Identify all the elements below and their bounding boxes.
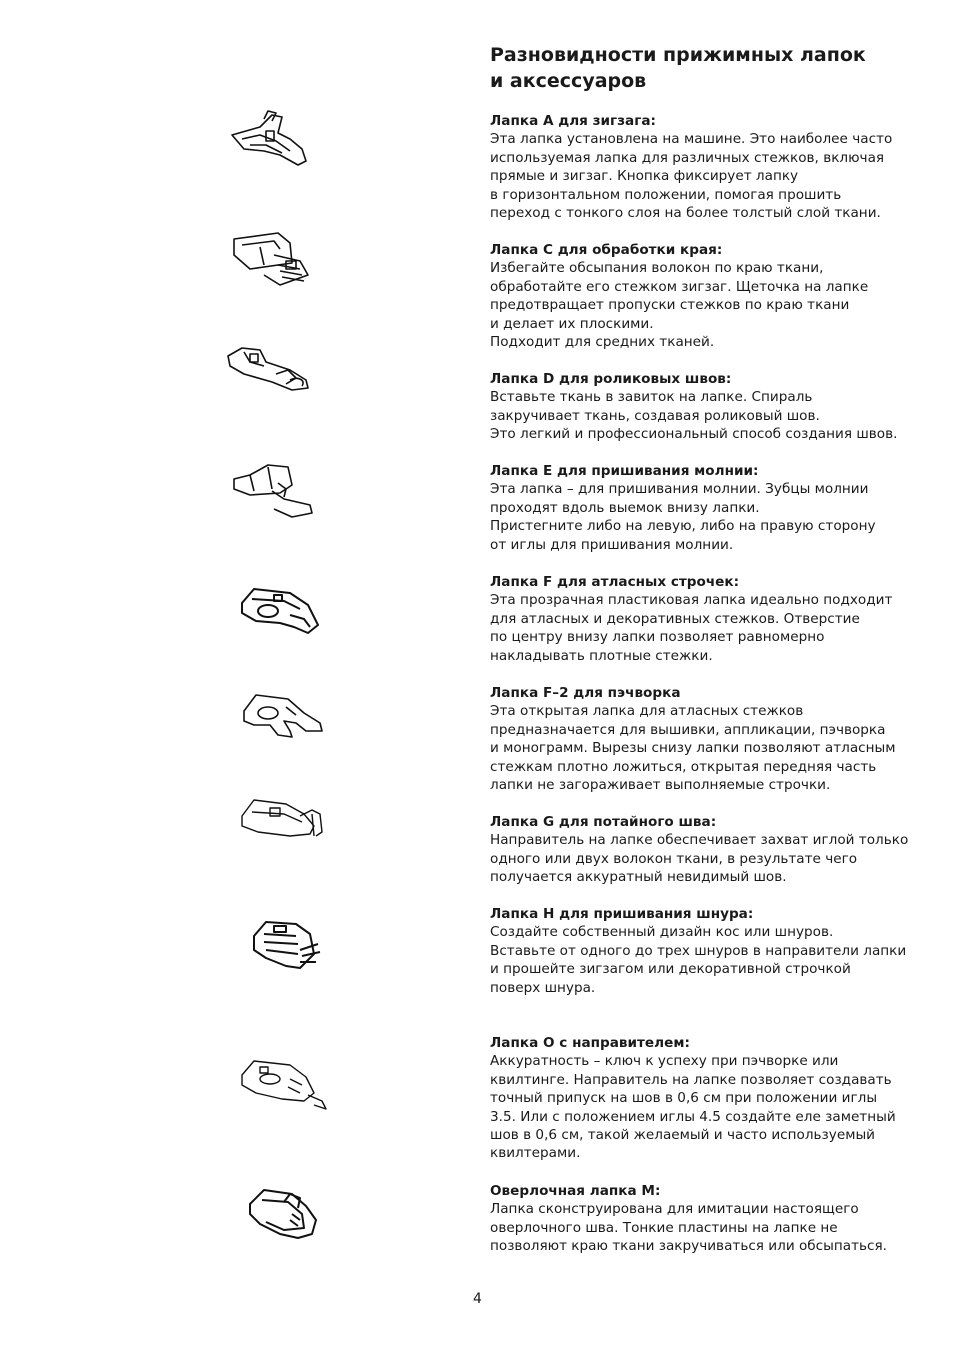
section-heading: Лапка G для потайного шва: [490, 814, 717, 830]
section-overcasting-foot [490, 241, 930, 351]
section-line: прямые и зигзаг. Кнопка фиксирует лапку [490, 168, 799, 185]
section-line: Избегайте обсыпания волокон по краю ткани, [490, 260, 824, 277]
section-line: позволяют краю ткани закручиваться или обсыпаться. [490, 1238, 888, 1255]
section-line: точный припуск на шов в 0,6 см при положении иглы [490, 1090, 878, 1107]
section-zigzag-foot [490, 112, 930, 222]
section-heading: Лапка F для атласных строчек: [490, 574, 740, 590]
section-heading: Лапка E для пришивания молнии: [490, 463, 759, 479]
cording-foot-icon [240, 910, 410, 1010]
quarter-inch-foot-icon [230, 1045, 400, 1145]
section-line: Эта открытая лапка для атласных стежков [490, 703, 804, 720]
section-line: Создайте собственный дизайн кос или шнуров. [490, 924, 834, 941]
section-rolled-hem-foot [490, 370, 930, 444]
section-line: получается аккуратный невидимый шов. [490, 869, 787, 886]
section-heading: Оверлочная лапка M: [490, 1183, 661, 1199]
section-heading: Лапка H для пришивания шнура: [490, 906, 754, 922]
section-line: закручивает ткань, создавая роликовый шов. [490, 407, 820, 424]
section-line: Эта лапка установлена на машине. Это наиболее часто [490, 131, 893, 148]
section-line: и делает их плоскими. [490, 315, 654, 332]
title-line-2: и аксессуаров [490, 70, 647, 92]
section-line: от иглы для пришивания молнии. [490, 536, 734, 553]
section-line: предотвращает пропуски стежков по краю ткани [490, 297, 850, 314]
section-patchwork-foot [490, 684, 930, 794]
zigzag-foot-icon [220, 105, 390, 205]
section-line: квилтерами. [490, 1145, 581, 1162]
section-heading: Лапка A для зигзага: [490, 113, 656, 129]
section-line: оверлочного шва. Тонкие пластины на лапке не [490, 1219, 838, 1236]
section-zipper-foot [490, 462, 930, 554]
section-quarter-inch-foot [490, 1034, 930, 1163]
section-line: Вставьте ткань в завиток на лапке. Спираль [490, 389, 813, 406]
section-line: накладывать плотные стежки. [490, 647, 713, 664]
section-line: обработайте его стежком зигзаг. Щеточка на лапке [490, 278, 869, 295]
section-line: предназначается для вышивки, аппликации, пэчворка [490, 721, 886, 738]
section-line: шов в 0,6 см, такой желаемый и часто используемый [490, 1127, 876, 1144]
overlock-foot-icon [240, 1180, 410, 1280]
section-overlock-foot [490, 1182, 930, 1256]
section-line: лапки не загораживает выполняемые строчки. [490, 777, 831, 794]
patchwork-foot-icon [230, 685, 400, 785]
satin-stitch-foot-icon [230, 575, 400, 675]
overcasting-foot-icon [220, 225, 390, 325]
section-line: для атласных и декоративных стежков. Отверстие [490, 610, 860, 627]
section-line: Подходит для средних тканей. [490, 334, 715, 351]
section-line: квилтинге. Направитель на лапке позволяет создавать [490, 1071, 892, 1088]
section-line: Лапка сконструирована для имитации настоящего [490, 1201, 859, 1218]
section-satin-stitch-foot [490, 573, 930, 665]
section-line: проходят вдоль выемок внизу лапки. [490, 499, 760, 516]
section-heading: Лапка F–2 для пэчворка [490, 685, 681, 701]
section-line: используемая лапка для различных стежков, включая [490, 149, 885, 166]
section-cording-foot [490, 905, 930, 997]
title-line-1: Разновидности прижимных лапок [490, 44, 866, 66]
section-blind-hem-foot [490, 813, 930, 887]
section-heading: Лапка D для роликовых швов: [490, 371, 732, 387]
blind-hem-foot-icon [230, 790, 400, 890]
section-line: по центру внизу лапки позволяет равномерно [490, 629, 825, 646]
page-number: 4 [473, 1291, 482, 1307]
section-line: в горизонтальном положении, помогая прошить [490, 186, 842, 203]
section-heading: Лапка C для обработки края: [490, 242, 723, 258]
section-line: и монограмм. Вырезы снизу лапки позволяют атласным [490, 740, 896, 757]
section-line: переход с тонкого слоя на более толстый слой ткани. [490, 205, 881, 222]
section-heading: Лапка O с направителем: [490, 1035, 690, 1051]
section-line: и прошейте зигзагом или декоративной строчкой [490, 961, 851, 978]
section-line: одного или двух волокон ткани, в результате чего [490, 850, 858, 867]
section-line: Эта лапка – для пришивания молнии. Зубцы молнии [490, 481, 869, 498]
section-line: стежкам плотно ложиться, открытая передняя часть [490, 758, 877, 775]
section-line: поверх шнура. [490, 979, 596, 996]
section-line: Это легкий и профессиональный способ создания швов. [490, 426, 898, 443]
page-title [490, 42, 930, 94]
section-line: Направитель на лапке обеспечивает захват иглой только [490, 832, 909, 849]
zipper-foot-icon [220, 455, 390, 555]
section-line: Эта прозрачная пластиковая лапка идеально подходит [490, 592, 893, 609]
section-line: 3.5. Или с положением иглы 4.5 создайте еле заметный [490, 1108, 896, 1125]
rolled-hem-foot-icon [220, 340, 390, 440]
section-line: Аккуратность – ключ к успеху при пэчворке или [490, 1053, 839, 1070]
section-line: Пристегните либо на левую, либо на правую сторону [490, 518, 876, 535]
section-line: Вставьте от одного до трех шнуров в направители лапки [490, 942, 907, 959]
